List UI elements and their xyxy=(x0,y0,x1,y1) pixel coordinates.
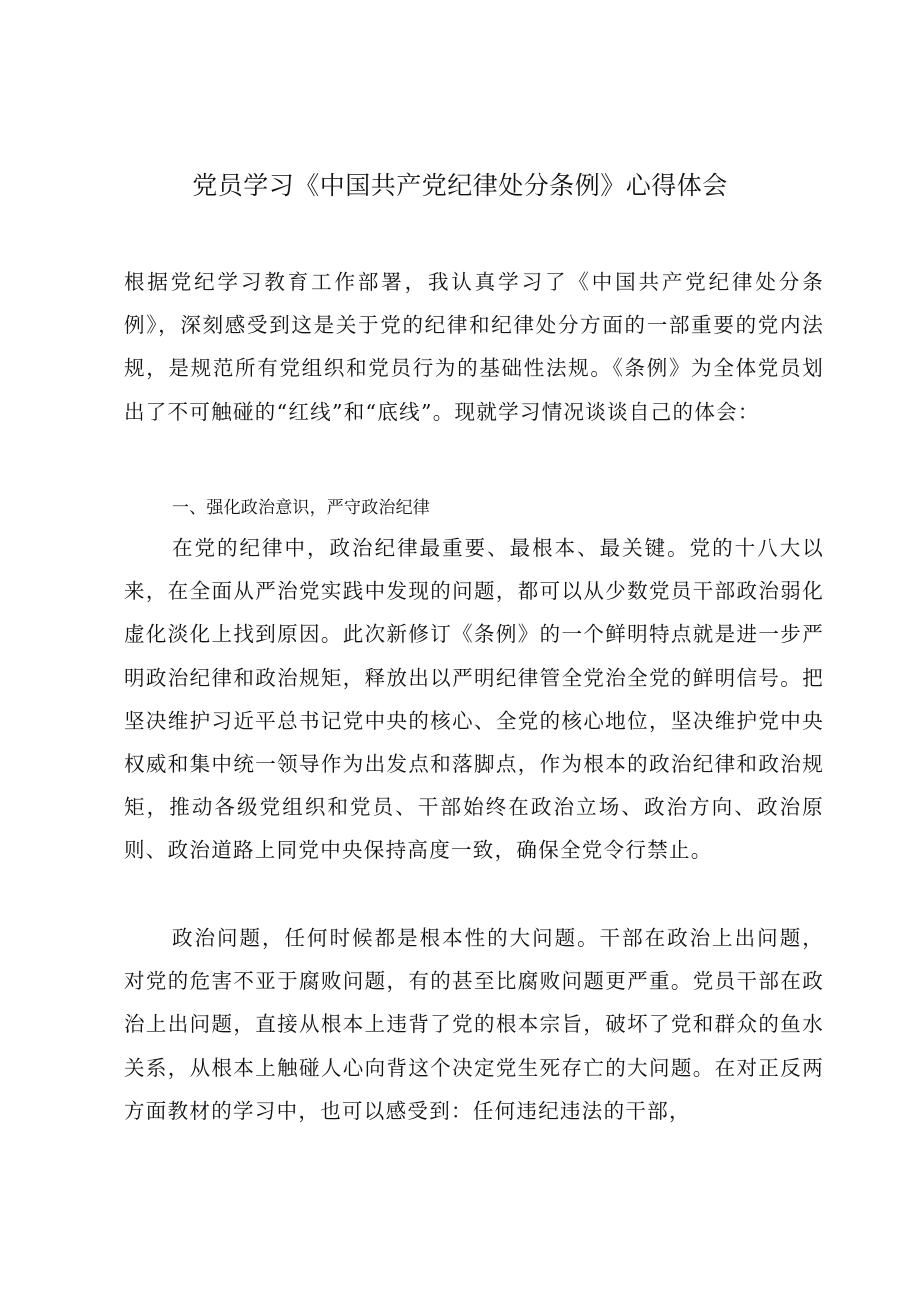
section-heading: 一、强化政治意识，严守政治纪律 xyxy=(172,498,430,518)
intro-paragraph: 根据党纪学习教育工作部署，我认真学习了《中国共产党纪律处分条例》，深刻感受到这是关于党的纪律和纪律处分方面的一部重要的党内法规，是规范所有党组织和党员行为的基础性法规。《条例》为全体党员划出了不可触碰的“红线”和“底线”。现就学习情况谈谈自己的体会： xyxy=(124,270,824,424)
document-title: 党员学习《中国共产党纪律处分条例》心得体会 xyxy=(192,171,728,200)
body-paragraph: 政治问题，任何时候都是根本性的大问题。干部在政治上出问题，对党的危害不亚于腐败问题，有的甚至比腐败问题更严重。党员干部在政治上出问题，直接从根本上违背了党的根本宗旨，破坏了党和群众的鱼水关系，从根本上触碰人心向背这个决定党生死存亡的大问题。在对正反两方面教材的学习中，也可以感受到：任何违纪违法的干部， xyxy=(124,926,824,1123)
body-paragraph: 在党的纪律中，政治纪律最重要、最根本、最关键。党的十八大以来，在全面从严治党实践中发现的问题，都可以从少数党员干部政治弱化虚化淡化上找到原因。此次新修订《条例》的一个鲜明特点就是进一步严明政治纪律和政治规矩，释放出以严明纪律管全党治全党的鲜明信号。把坚决维护习近平总书记党中央的核心、全党的核心地位，坚决维护党中央权威和集中统一领导作为出发点和落脚点，作为根本的政治纪律和政治规矩，推动各级党组织和党员、干部始终在政治立场、政治方向、政治原则、政治道路上同党中央保持高度一致，确保全党令行禁止。 xyxy=(124,536,824,863)
